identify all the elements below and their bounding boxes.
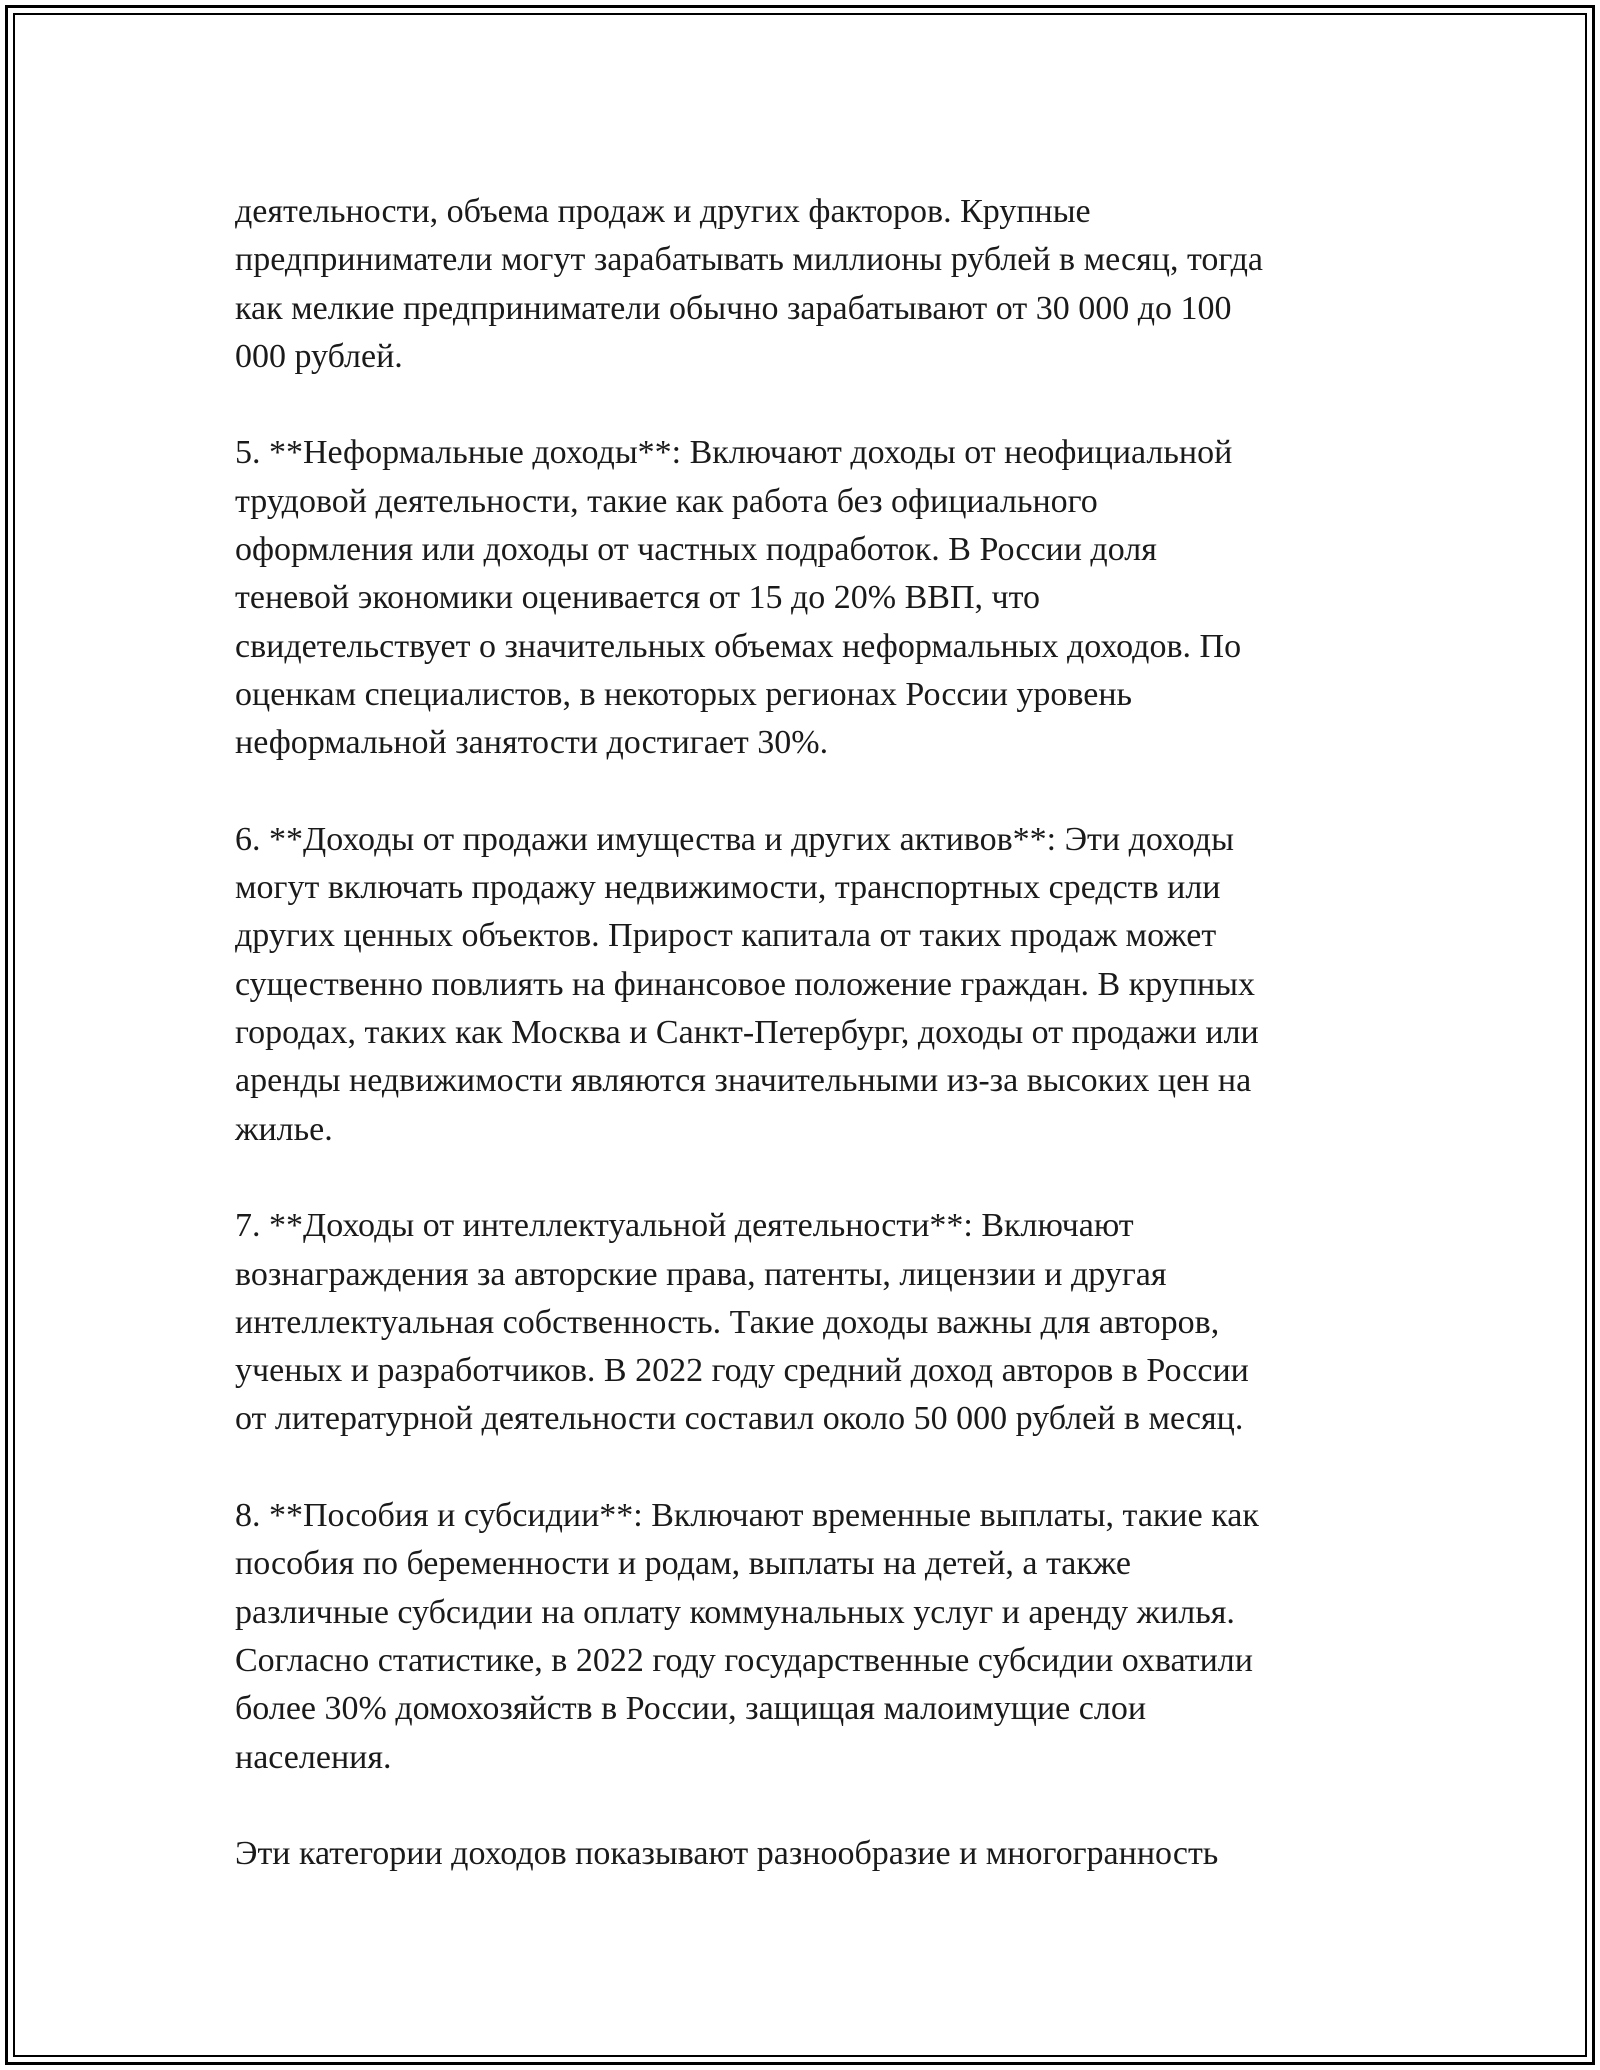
- document-body: [235, 188, 1375, 1878]
- paragraph-asset-sale-income: 6. **Доходы от продажи имущества и других активов**: Эти доходы могут включать продажу недвижимости, транспортных средств или других ценных объектов. Прирост капитала от таких продаж может существенно повлиять на финансовое положение граждан. В крупных городах, таких как Москва и Санкт-Петербург, доходы от продажи или аренды недвижимости являются значительными из-за высоких цен на жилье.: [235, 820, 1259, 1148]
- paragraph-intellectual-income: 7. **Доходы от интеллектуальной деятельности**: Включают вознаграждения за авторские права, патенты, лицензии и другая интеллектуальная собственность. Такие доходы важны для авторов, ученых и разработчиков. В 2022 году средний доход авторов в России от литературной деятельности составил около 50 000 рублей в месяц.: [235, 1207, 1249, 1438]
- paragraph-benefits-subsidies: 8. **Пособия и субсидии**: Включают временные выплаты, такие как пособия по беременности и родам, выплаты на детей, а также различные субсидии на оплату коммунальных услуг и аренду жилья. Согласно статистике, в 2022 году государственные субсидии охватили более 30% домохозяйств в России, защищая малоимущие слои населения.: [235, 1497, 1259, 1776]
- paragraph-entrepreneur-income-continued: деятельности, объема продаж и других факторов. Крупные предприниматели могут зарабатывать миллионы рублей в месяц, тогда как мелкие предприниматели обычно зарабатывают от 30 000 до 100 000 рублей.: [235, 193, 1264, 375]
- paragraph-informal-income: 5. **Неформальные доходы**: Включают доходы от неофициальной трудовой деятельности, такие как работа без официального оформления или доходы от частных подработок. В России доля теневой экономики оценивается от 15 до 20% ВВП, что свидетельствует о значительных объемах неформальных доходов. По оценкам специалистов, в некоторых регионах России уровень неформальной занятости достигает 30%.: [235, 434, 1242, 762]
- paragraph-conclusion: Эти категории доходов показывают разнообразие и многогранность: [235, 1835, 1219, 1873]
